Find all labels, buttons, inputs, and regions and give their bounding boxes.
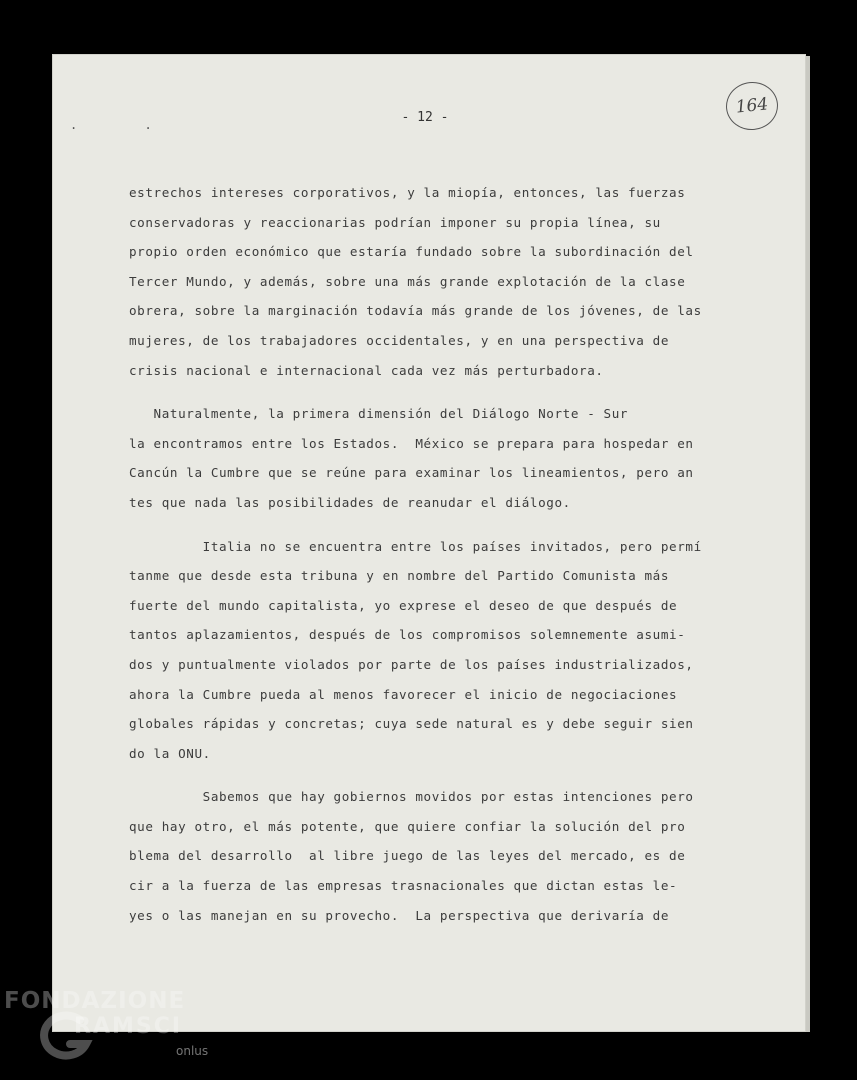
paragraph-3 bbox=[129, 532, 749, 769]
text-line: Sabemos que hay gobiernos movidos por estas intenciones pero bbox=[129, 789, 694, 805]
watermark-line2: RAMSCI bbox=[74, 1014, 183, 1039]
text-line: tes que nada las posibilidades de reanudar el diálogo. bbox=[129, 494, 571, 510]
text-line: ahora la Cumbre pueda al menos favorecer el inicio de negociaciones bbox=[129, 686, 678, 702]
text-line: crisis nacional e internacional cada vez más perturbadora. bbox=[129, 362, 604, 378]
text-line: Tercer Mundo, y además, sobre una más grande explotación de la clase bbox=[129, 273, 686, 289]
text-line: propio orden económico que estaría fundado sobre la subordinación del bbox=[129, 244, 694, 260]
watermark-logo bbox=[4, 984, 224, 1080]
text-line: la encontramos entre los Estados. México se prepara para hospedar en bbox=[129, 435, 694, 451]
paragraph-4 bbox=[129, 782, 749, 930]
text-line: dos y puntualmente violados por parte de los países industrializados, bbox=[129, 656, 694, 672]
text-line: Cancún la Cumbre que se reúne para examinar los lineamientos, pero an bbox=[129, 465, 694, 481]
text-line: conservadoras y reaccionarias podrían imponer su propia línea, su bbox=[129, 214, 661, 230]
text-line: obrera, sobre la marginación todavía más grande de los jóvenes, de las bbox=[129, 303, 702, 319]
paragraph-1 bbox=[129, 178, 749, 385]
text-line: que hay otro, el más potente, que quiere confiar la solución del pro bbox=[129, 818, 686, 834]
folio-stamp: 164 bbox=[724, 79, 781, 132]
text-line: yes o las manejan en su provecho. La perspectiva que derivaría de bbox=[129, 907, 670, 923]
text-line: blema del desarrollo al libre juego de las leyes del mercado, es de bbox=[129, 848, 686, 864]
text-line: Naturalmente, la primera dimensión del Diálogo Norte - Sur bbox=[129, 406, 629, 422]
text-line: fuerte del mundo capitalista, yo exprese el deseo de que después de bbox=[129, 597, 678, 613]
text-line: Italia no se encuentra entre los países invitados, pero permí bbox=[129, 538, 702, 554]
text-line: estrechos intereses corporativos, y la miopía, entonces, las fuerzas bbox=[129, 185, 686, 200]
text-line: cir a la fuerza de las empresas trasnacionales que dictan estas le- bbox=[129, 878, 678, 894]
page-number: - 12 - bbox=[401, 110, 449, 125]
page-edge bbox=[806, 56, 810, 1032]
watermark-line1: FONDAZIONE bbox=[4, 988, 186, 1014]
text-line: do la ONU. bbox=[129, 745, 211, 761]
document-body bbox=[129, 178, 749, 930]
text-line: tanme que desde esta tribuna y en nombre del Partido Comunista más bbox=[129, 568, 670, 584]
paragraph-2 bbox=[129, 399, 749, 517]
text-line: tantos aplazamientos, después de los compromisos solemnemente asumi- bbox=[129, 627, 686, 643]
text-line: globales rápidas y concretas; cuya sede natural es y debe seguir sien bbox=[129, 716, 694, 732]
text-line: mujeres, de los trabajadores occidentales, y en una perspectiva de bbox=[129, 332, 670, 348]
stray-marks: . . bbox=[70, 118, 182, 132]
watermark-line3: onlus bbox=[176, 1044, 209, 1058]
